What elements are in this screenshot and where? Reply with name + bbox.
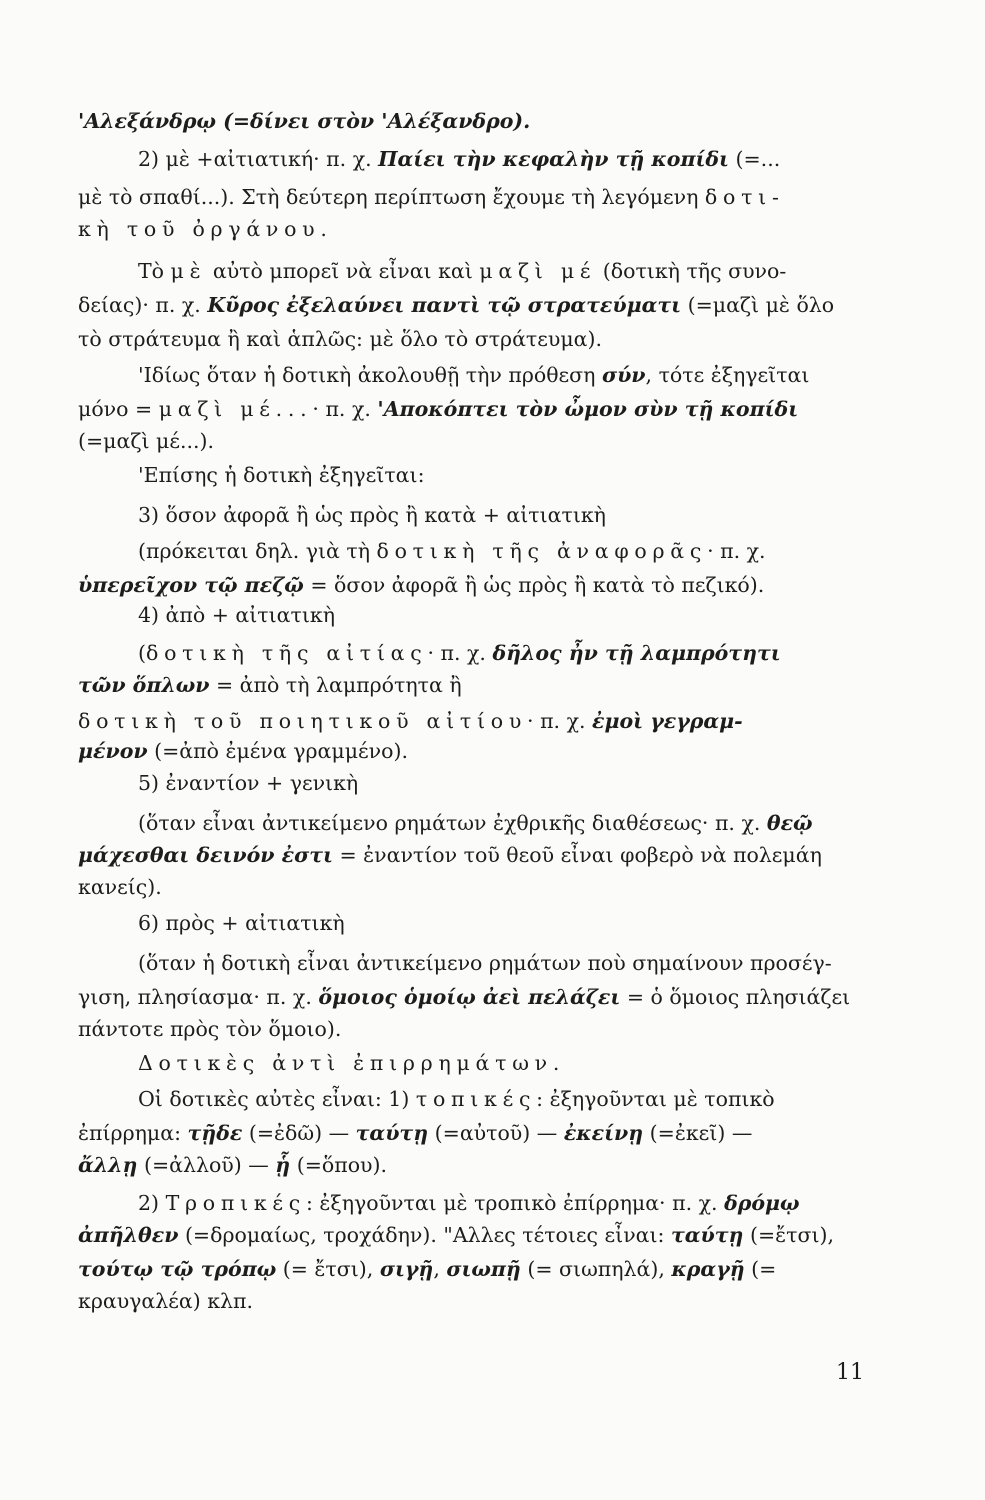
text-line: 3) ὅσον ἀφορᾶ ἢ ὡς πρὸς ἢ κατὰ + αἰτιατικὴ — [138, 503, 606, 527]
text-line: μένον (=ἀπὸ ἐμένα γραμμένο). — [78, 739, 408, 763]
text-line: κανείς). — [78, 875, 162, 899]
text-line: (δοτικὴ τῆς αἰτίας· π. χ. δῆλος ἦν τῇ λαμπρότητι — [138, 641, 781, 665]
text-line: ἐπίρρημα: τῇδε (=ἐδῶ) — ταύτῃ (=αὐτοῦ) — ἐκείνῃ (=ἐκεῖ) — — [78, 1121, 753, 1145]
text-line: πάντοτε πρὸς τὸν ὅμοιο). — [78, 1017, 342, 1041]
text-line: κραυγαλέα) κλπ. — [78, 1289, 254, 1313]
text-line: κὴ τοῦ ὀργάνου. — [78, 217, 333, 241]
text-line: δοτικὴ τοῦ ποιητικοῦ αἰτίου· π. χ. ἐμοὶ γεγραμ- — [78, 709, 743, 733]
text-line: τούτῳ τῷ τρόπῳ (= ἔτσι), σιγῇ, σιωπῇ (= σιωπηλά), κραγῇ (= — [78, 1257, 777, 1281]
text-line: τὸ στράτευμα ἢ καὶ ἁπλῶς: μὲ ὅλο τὸ στράτευμα). — [78, 327, 603, 351]
text-line: ὑπερεῖχον τῷ πεζῷ = ὅσον ἀφορᾶ ἢ ὡς πρὸς ἢ κατὰ τὸ πεζικό). — [78, 573, 765, 597]
text-line: 4) ἀπὸ + αἰτιατικὴ — [138, 603, 336, 627]
text-line: 'Αλεξάνδρῳ (=δίνει στὸν 'Αλέξανδρο). — [78, 109, 531, 133]
text-line: Τὸ μὲ αὐτὸ μπορεῖ νὰ εἶναι καὶ μαζὶ μέ (δοτικὴ τῆς συνο- — [138, 259, 787, 283]
text-line: 2) μὲ +αἰτιατική· π. χ. Παίει τὴν κεφαλὴν τῇ κοπίδι (=... — [138, 147, 781, 171]
text-line: 6) πρὸς + αἰτιατικὴ — [138, 911, 345, 935]
text-line: τῶν ὅπλων = ἀπὸ τὴ λαμπρότητα ἢ — [78, 673, 462, 697]
text-line: 5) ἐναντίον + γενικὴ — [138, 771, 359, 795]
text-line: μάχεσθαι δεινόν ἐστι = ἐναντίον τοῦ θεοῦ εἶναι φοβερὸ νὰ πολεμάη — [78, 843, 822, 867]
text-line: (=μαζὶ μέ...). — [78, 429, 215, 453]
text-line: ἀπῆλθεν (=δρομαίως, τροχάδην). "Αλλες τέτοιες εἶναι: ταύτῃ (=ἔτσι), — [78, 1223, 835, 1247]
text-line: 'Ιδίως ὅταν ἡ δοτικὴ ἀκολουθῇ τὴν πρόθεση σύν, τότε ἐξηγεῖται — [138, 363, 810, 387]
text-line: γιση, πλησίασμα· π. χ. ὅμοιος ὁμοίῳ ἀεὶ πελάζει = ὁ ὅμοιος πλησιάζει — [78, 985, 851, 1009]
text-line: 2) Τροπικές: ἐξηγοῦνται μὲ τροπικὸ ἐπίρρημα· π. χ. δρόμῳ — [138, 1191, 800, 1215]
text-line: (ὅταν ἡ δοτικὴ εἶναι ἀντικείμενο ρημάτων ποὺ σημαίνουν προσέγ- — [138, 951, 832, 975]
text-line: (πρόκειται δηλ. γιὰ τὴ δοτικὴ τῆς ἀναφορᾶς· π. χ. — [138, 539, 766, 563]
text-line: 'Επίσης ἡ δοτικὴ ἐξηγεῖται: — [138, 463, 425, 487]
text-line: μὲ τὸ σπαθί...). Στὴ δεύτερη περίπτωση ἔχουμε τὴ λεγόμενη δοτι- — [78, 185, 785, 209]
text-line: Οἱ δοτικὲς αὐτὲς εἶναι: 1) τοπικές: ἐξηγοῦνται μὲ τοπικὸ — [138, 1087, 775, 1111]
text-line: δείας)· π. χ. Κῦρος ἐξελαύνει παντὶ τῷ στρατεύματι (=μαζὶ μὲ ὅλο — [78, 293, 835, 317]
text-line: μόνο = μαζὶ μέ...· π. χ. 'Αποκόπτει τὸν ὦμον σὺν τῇ κοπίδι — [78, 397, 799, 421]
text-line: ἄλλῃ (=ἀλλοῦ) — ᾗ (=ὅπου). — [78, 1153, 388, 1177]
page-number: 11 — [836, 1360, 864, 1385]
section-heading: Δοτικὲς ἀντὶ ἐπιρρημάτων. — [138, 1051, 566, 1075]
text-line: (ὅταν εἶναι ἀντικείμενο ρημάτων ἐχθρικῆς διαθέσεως· π. χ. θεῷ — [138, 811, 813, 835]
